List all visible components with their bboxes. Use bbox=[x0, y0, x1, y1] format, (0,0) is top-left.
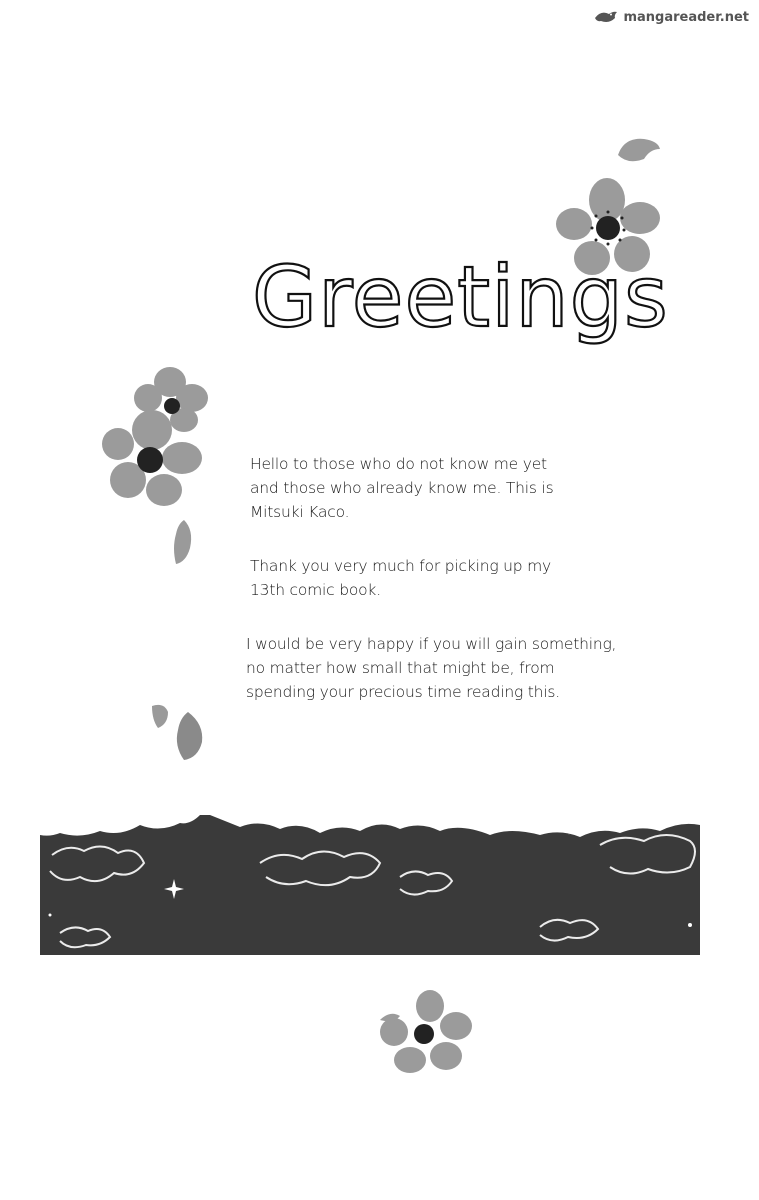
watermark-text: mangareader.net bbox=[623, 9, 749, 25]
greeting-text bbox=[246, 452, 690, 734]
page-title-text: Greetings bbox=[252, 248, 669, 346]
page-title bbox=[248, 240, 669, 350]
watermark bbox=[593, 8, 749, 26]
petal-left-3 bbox=[170, 710, 208, 762]
flower-bottom bbox=[376, 990, 472, 1074]
petal-left-1 bbox=[170, 518, 196, 566]
petal-left-2 bbox=[148, 702, 170, 730]
bird-logo-icon bbox=[593, 8, 619, 26]
flower-cluster-left bbox=[100, 368, 212, 508]
paragraph-1: Hello to those who do not know me yet and those who already know me. This is Mitsuki Kaco. bbox=[250, 455, 554, 521]
petal-top-right bbox=[614, 135, 662, 165]
night-sky-clouds-panel bbox=[40, 815, 700, 955]
paragraph-2: Thank you very much for picking up my 13th comic book. bbox=[250, 557, 552, 599]
paragraph-3: I would be very happy if you will gain something, no matter how small that might be, from spending your precious time reading this. bbox=[246, 635, 617, 701]
